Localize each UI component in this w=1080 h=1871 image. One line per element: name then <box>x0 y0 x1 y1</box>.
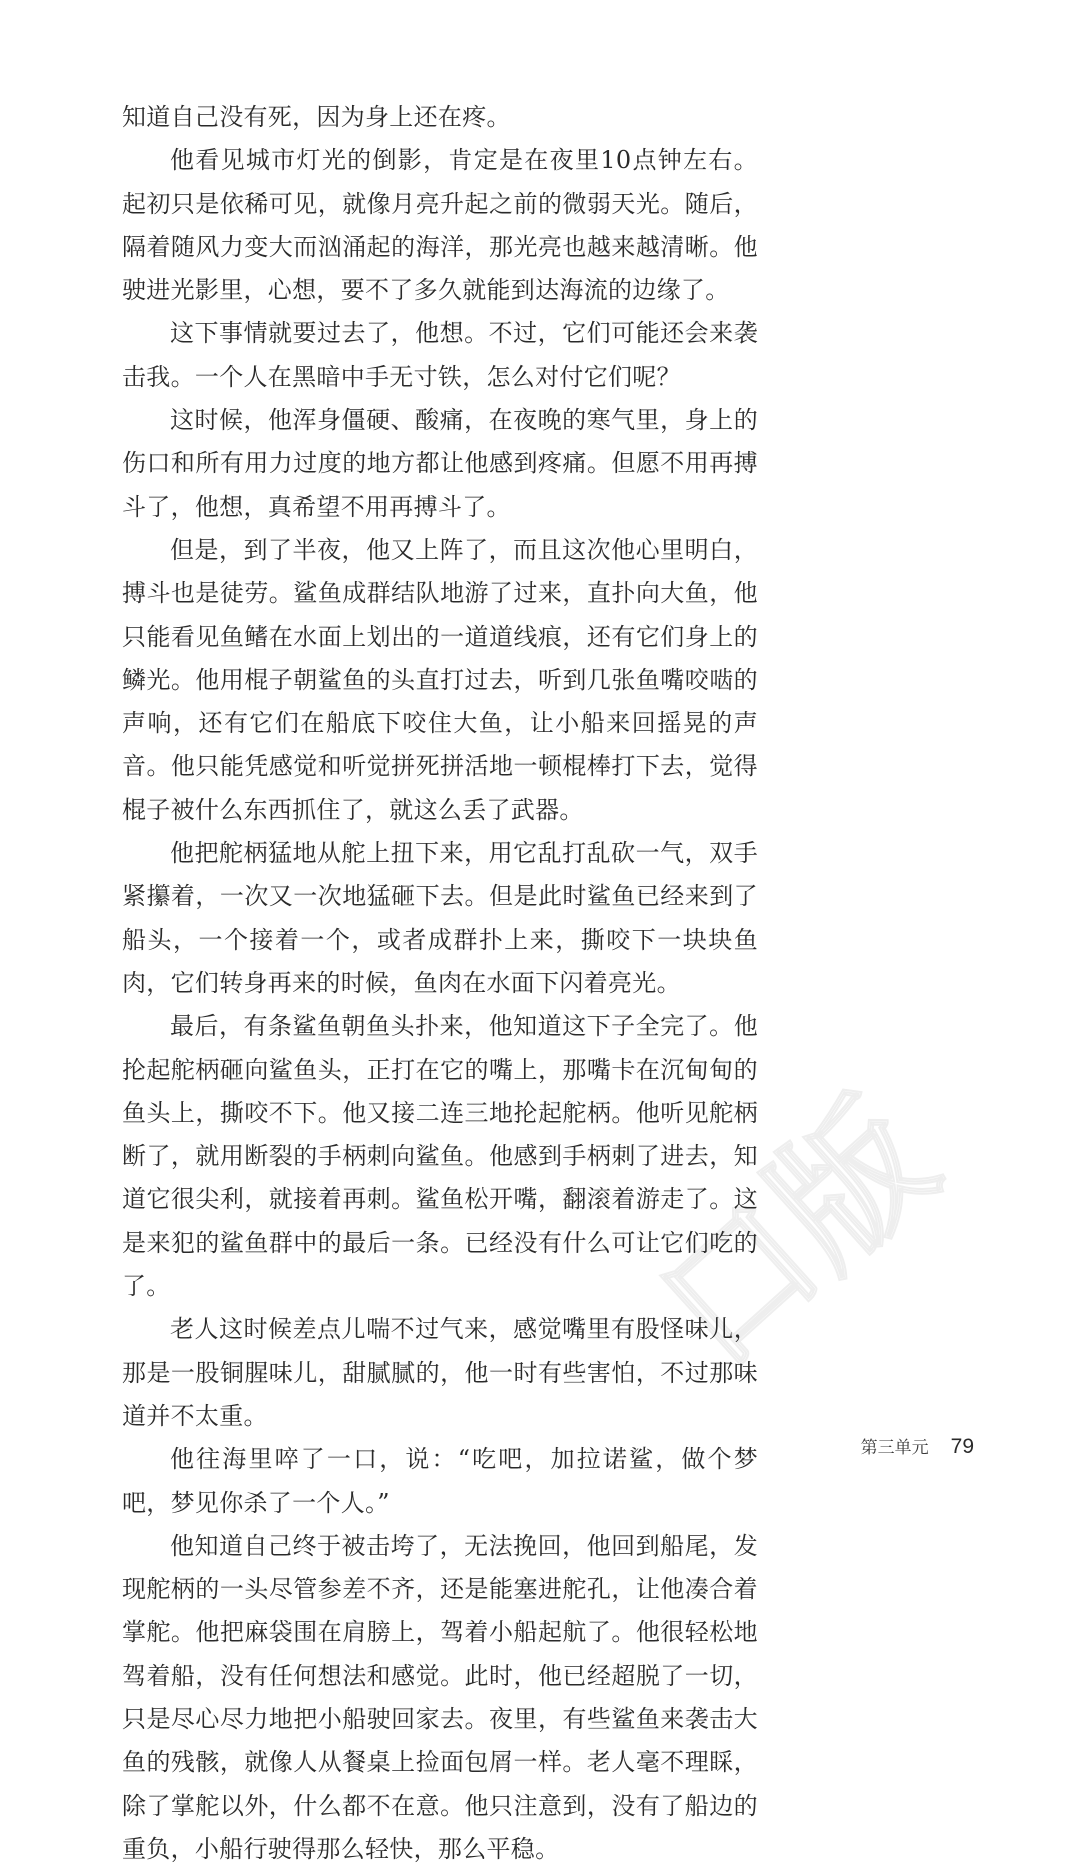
paragraph: 但是，到了半夜，他又上阵了，而且这次他心里明白，搏斗也是徒劳。鲨鱼成群结队地游了过来，直扑向大鱼，他只能看见鱼鳍在水面上划出的一道道线痕，还有它们身上的鳞光。他用棍子朝鲨鱼的头直打过去，听到几张鱼嘴咬啮的声响，还有它们在船底下咬住大鱼，让小船来回摇晃的声音。他只能凭感觉和听觉拼死拼活地一顿棍棒打下去，觉得棍子被什么东西抓住了，就这么丢了武器。 <box>122 535 758 824</box>
watermark: 口版 <box>626 1069 967 1400</box>
paragraph: 他知道自己终于被击垮了，无法挽回，他回到船尾，发现舵柄的一头尽管参差不齐，还是能塞进舵孔，让他凑合着掌舵。他把麻袋围在肩膀上，驾着小船起航了。他很轻松地驾着船，没有任何想法和感觉。此时，他已经超脱了一切，只是尽心尽力地把小船驶回家去。夜里，有些鲨鱼来袭击大鱼的残骸，就像人从餐桌上捡面包屑一样。老人毫不理睬，除了掌舵以外，什么都不在意。他只注意到，没有了船边的重负，小船行驶得那么轻快，那么平稳。 <box>122 1531 758 1863</box>
paragraph: 这时候，他浑身僵硬、酸痛，在夜晚的寒气里，身上的伤口和所有用力过度的地方都让他感到疼痛。但愿不用再搏斗了，他想，真希望不用再搏斗了。 <box>122 406 758 521</box>
paragraph: 知道自己没有死，因为身上还在疼。 <box>122 103 511 131</box>
paragraph: 这下事情就要过去了，他想。不过，它们可能还会来袭击我。一个人在黑暗中手无寸铁，怎么对付它们呢？ <box>122 319 758 391</box>
paragraph: 他往海里啐了一口，说：“吃吧，加拉诺鲨，做个梦吧，梦见你杀了一个人。” <box>122 1445 758 1517</box>
paragraph: 最后，有条鲨鱼朝鱼头扑来，他知道这下子全完了。他抡起舵柄砸向鲨鱼头，正打在它的嘴上，那嘴卡在沉甸甸的鱼头上，撕咬不下。他又接二连三地抡起舵柄。他听见舵柄断了，就用断裂的手柄刺向鲨鱼。他感到手柄刺了进去，知道它很尖利，就接着再刺。鲨鱼松开嘴，翻滚着游走了。这是来犯的鲨鱼群中的最后一条。已经没有什么可让它们吃的了。 <box>122 1012 758 1301</box>
section-title: 第三单元 <box>860 1438 929 1458</box>
page-footer <box>861 1433 974 1459</box>
paragraph: 他把舵柄猛地从舵上扭下来，用它乱打乱砍一气，双手紧攥着，一次又一次地猛砸下去。但是此时鲨鱼已经来到了船头，一个接着一个，或者成群扑上来，撕咬下一块块鱼肉，它们转身再来的时候，鱼肉在水面下闪着亮光。 <box>122 839 758 997</box>
paragraph: 老人这时候差点儿喘不过气来，感觉嘴里有股怪味儿，那是一股铜腥味儿，甜腻腻的，他一时有些害怕，不过那味道并不太重。 <box>122 1315 758 1430</box>
page-number: 79 <box>950 1435 974 1458</box>
body-text <box>122 96 758 1871</box>
paragraph: 他看见城市灯光的倒影，肯定是在夜里10点钟左右。起初只是依稀可见，就像月亮升起之前的微弱天光。随后，隔着随风力变大而汹涌起的海洋，那光亮也越来越清晰。他驶进光影里，心想，要不了多久就能到达海流的边缘了。 <box>122 146 758 305</box>
